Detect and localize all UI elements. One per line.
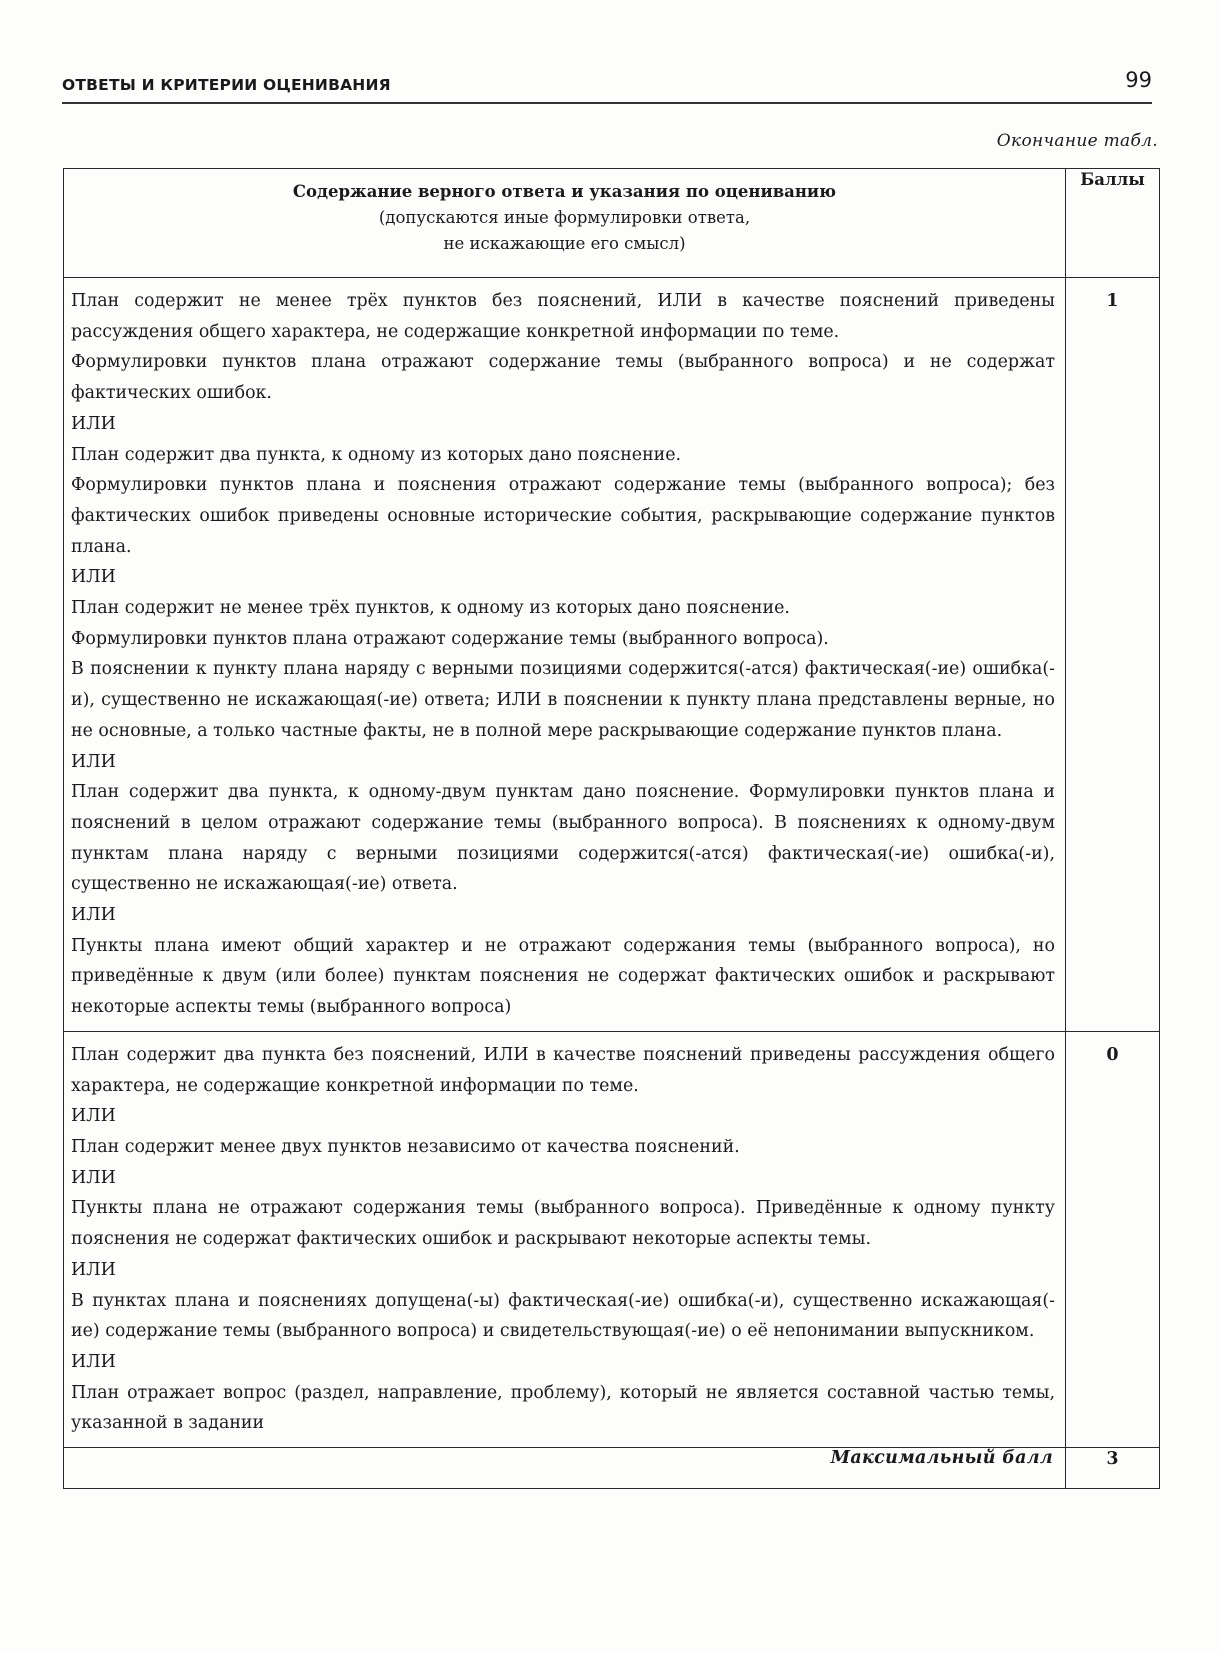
max-score-label: Максимальный балл: [64, 1448, 1066, 1489]
criteria-cell-score-1: [64, 278, 1066, 1032]
or-separator: ИЛИ: [71, 905, 116, 926]
criteria-text: План содержит два пункта, к одному из которых дано пояснение.: [71, 444, 682, 465]
grading-table: [63, 168, 1160, 1489]
criteria-text: План содержит менее двух пунктов независимо от качества пояснений.: [71, 1136, 740, 1157]
or-separator: ИЛИ: [71, 751, 116, 772]
criteria-text: План содержит не менее трёх пунктов, к одному из которых дано пояснение.: [71, 598, 790, 619]
criteria-text: Формулировки пунктов плана отражают содержание темы (выбранного вопроса).: [71, 628, 829, 649]
criteria-text: В пунктах плана и пояснениях допущена(-ы) фактическая(-ие) ошибка(-и), существенно искажающая(-ие) содержание темы (выбранного вопроса) и свидетельствующая(-ие) о её непонимании выпускником.: [71, 1290, 1055, 1342]
criteria-cell-score-0: [64, 1031, 1066, 1447]
or-separator: ИЛИ: [71, 1259, 116, 1280]
or-separator: ИЛИ: [71, 567, 116, 588]
or-separator: ИЛИ: [71, 1351, 116, 1372]
criteria-text: В пояснении к пункту плана наряду с верными позициями содержится(-атся) фактическая(-ие) ошибка(-и), существенно не искажающая(-ие) ответа; ИЛИ в пояснении к пункту плана представлены верные, но не основные, а только частные факты, не в полной мере раскрывающие содержание пунктов плана.: [71, 659, 1055, 741]
criteria-text: Пункты плана не отражают содержания темы (выбранного вопроса). Приведённые к одному пункту пояснения не содержат фактических ошибок и раскрывают некоторые аспекты темы.: [71, 1198, 1055, 1250]
max-score-value: 3: [1066, 1448, 1160, 1489]
table-footer-row: [64, 1448, 1160, 1489]
score-cell: 0: [1066, 1031, 1160, 1447]
table-header-row: [64, 169, 1160, 278]
header-content-note-2: не искажающие его смысл): [443, 234, 686, 253]
criteria-text: Пункты плана имеют общий характер и не отражают содержания темы (выбранного вопроса), но приведённые к двум (или более) пунктам пояснения не содержат фактических ошибок и раскрывают некоторые аспекты темы (выбранного вопроса): [71, 935, 1055, 1018]
criteria-text: Формулировки пунктов плана отражают содержание темы (выбранного вопроса) и не содержат фактических ошибок.: [71, 352, 1055, 404]
header-score: Баллы: [1066, 169, 1160, 278]
criteria-text: План содержит два пункта без пояснений, ИЛИ в качестве пояснений приведены рассуждения общего характера, не содержащие конкретной информации по теме.: [71, 1044, 1055, 1096]
score-cell: 1: [1066, 278, 1160, 1032]
running-header: [62, 68, 1152, 104]
running-title: ОТВЕТЫ И КРИТЕРИИ ОЦЕНИВАНИЯ: [62, 76, 391, 94]
or-separator: ИЛИ: [71, 413, 116, 434]
criteria-text: План содержит не менее трёх пунктов без пояснений, ИЛИ в качестве пояснений приведены рассуждения общего характера, не содержащие конкретной информации по теме.: [71, 291, 1055, 342]
criteria-text: План отражает вопрос (раздел, направление, проблему), который не является составной частью темы, указанной в задании: [71, 1382, 1055, 1434]
table-row: [64, 278, 1160, 1032]
or-separator: ИЛИ: [71, 1106, 116, 1127]
criteria-text: Формулировки пунктов плана и пояснения отражают содержание темы (выбранного вопроса); без фактических ошибок приведены основные исторические события, раскрывающие содержание пунктов плана.: [71, 475, 1055, 557]
table-continuation-note: Окончание табл.: [996, 131, 1158, 151]
page-number: 99: [1125, 68, 1152, 92]
header-content: [64, 169, 1066, 278]
or-separator: ИЛИ: [71, 1167, 116, 1188]
header-content-title: Содержание верного ответа и указания по оцениванию: [292, 182, 837, 201]
table-row: [64, 1031, 1160, 1447]
header-content-note-1: (допускаются иные формулировки ответа,: [378, 208, 751, 227]
criteria-text: План содержит два пункта, к одному-двум пунктам дано пояснение. Формулировки пунктов плана и пояснений в целом отражают содержание темы (выбранного вопроса). В пояснениях к одному-двум пунктам плана наряду с верными позициями содержится(-атся) фактическая(-ие) ошибка(-и), существенно не искажающая(-ие) ответа.: [71, 782, 1055, 895]
